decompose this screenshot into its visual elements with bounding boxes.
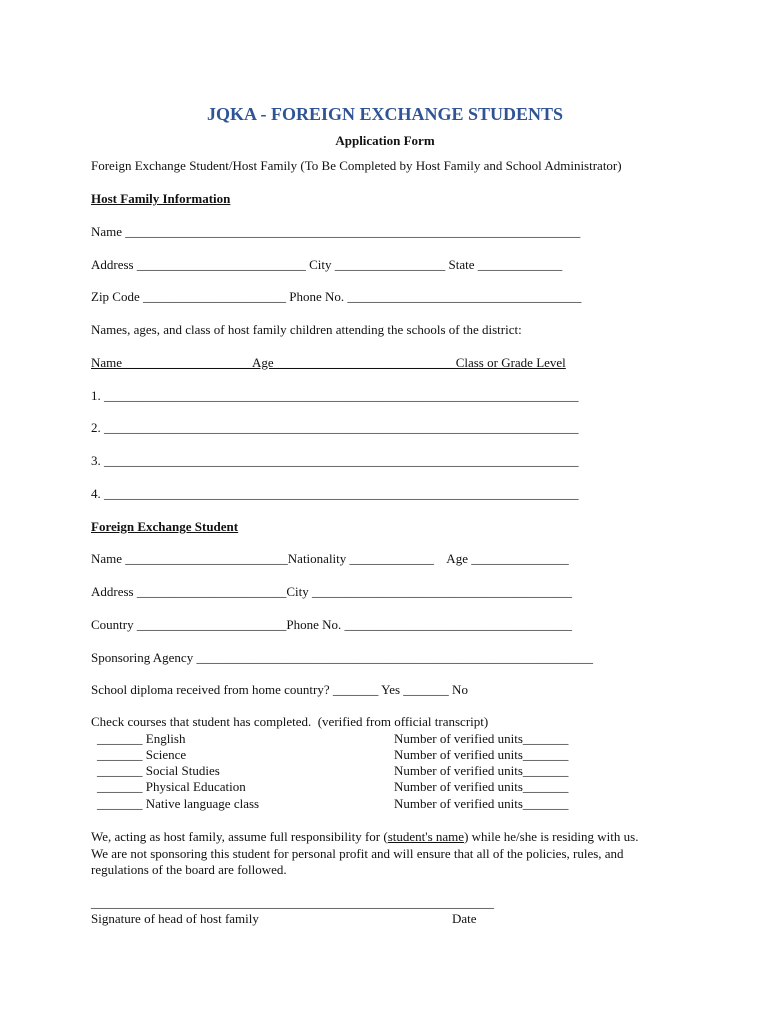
statement-text-end: ) while he/she is residing with us. <box>464 829 639 844</box>
sponsoring-agency-field[interactable]: Sponsoring Agency _____________________________________________________________ <box>91 650 593 665</box>
child-row-4[interactable]: 4. _________________________________________________________________________ <box>91 486 579 501</box>
children-table-header: Name____________________Age____________________________Class or Grade Level <box>91 355 566 370</box>
student-address-field[interactable]: Address _______________________City ________________________________________ <box>91 584 572 599</box>
units-native-language[interactable]: Number of verified units_______ <box>394 796 569 811</box>
courses-prompt: Check courses that student has completed. (verified from official transcript) <box>91 714 489 729</box>
statement-line-2: We are not sponsoring this student for personal profit and will ensure that all of the policies, rules, and <box>91 846 624 861</box>
statement-line-1 <box>91 829 731 845</box>
page-title: JQKA - FOREIGN EXCHANGE STUDENTS <box>206 104 564 124</box>
student-name-blank[interactable]: student's name <box>387 829 465 844</box>
child-row-1[interactable]: 1. _________________________________________________________________________ <box>91 388 579 403</box>
course-english[interactable]: _______ English <box>97 731 186 746</box>
host-name-field[interactable]: Name ______________________________________________________________________ <box>91 224 581 239</box>
units-english[interactable]: Number of verified units_______ <box>394 731 569 746</box>
course-physical-education[interactable]: _______ Physical Education <box>97 779 246 794</box>
children-prompt: Names, ages, and class of host family children attending the schools of the district: <box>91 322 522 337</box>
signature-line[interactable]: ______________________________________________________________ <box>91 895 494 910</box>
signature-label: Signature of head of host family <box>91 911 259 926</box>
statement-text: We, acting as host family, assume full responsibility for ( <box>91 829 388 844</box>
form-subtitle: Application Form <box>335 133 435 148</box>
host-zip-phone-field[interactable]: Zip Code ______________________ Phone No. ____________________________________ <box>91 289 582 304</box>
child-row-2[interactable]: 2. _________________________________________________________________________ <box>91 420 579 435</box>
units-science[interactable]: Number of verified units_______ <box>394 747 569 762</box>
exchange-student-heading: Foreign Exchange Student <box>91 519 239 534</box>
diploma-field[interactable]: School diploma received from home country? _______ Yes _______ No <box>91 682 468 697</box>
course-native-language[interactable]: _______ Native language class <box>97 796 260 811</box>
form-intro: Foreign Exchange Student/Host Family (To Be Completed by Host Family and School Administrator) <box>91 158 622 173</box>
host-address-field[interactable]: Address __________________________ City _________________ State _____________ <box>91 257 563 272</box>
course-science[interactable]: _______ Science <box>97 747 187 762</box>
student-name-field[interactable]: Name _________________________Nationality _____________ Age _______________ <box>91 551 569 566</box>
units-physical-education[interactable]: Number of verified units_______ <box>394 779 569 794</box>
host-family-heading: Host Family Information <box>91 191 231 206</box>
student-country-phone-field[interactable]: Country _______________________Phone No. ___________________________________ <box>91 617 572 632</box>
statement-line-3: regulations of the board are followed. <box>91 862 287 877</box>
units-social-studies[interactable]: Number of verified units_______ <box>394 763 569 778</box>
date-label: Date <box>452 911 477 926</box>
course-social-studies[interactable]: _______ Social Studies <box>97 763 220 778</box>
child-row-3[interactable]: 3. _________________________________________________________________________ <box>91 453 579 468</box>
